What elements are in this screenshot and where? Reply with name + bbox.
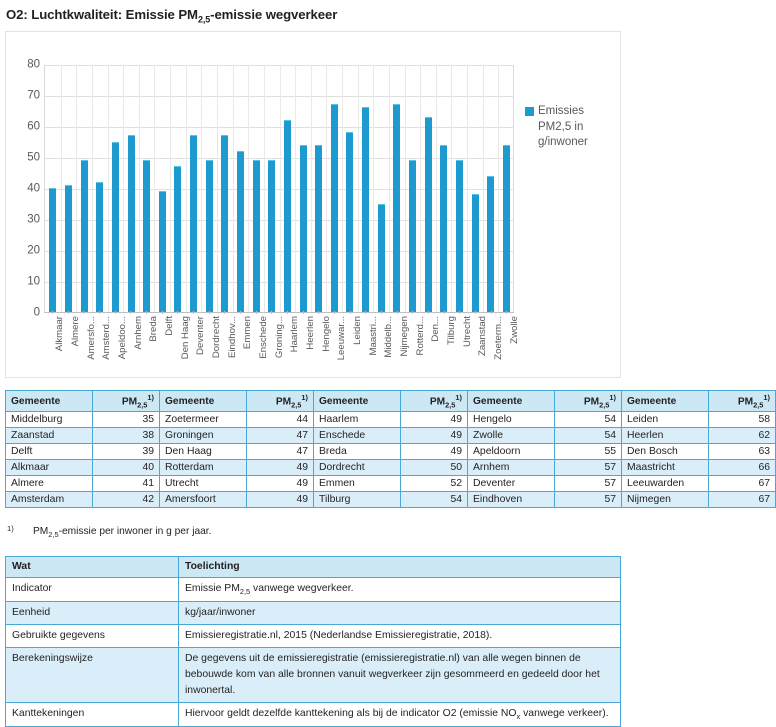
x-axis-tick [444,311,445,314]
data-table-head [6,391,776,412]
description-table [5,556,621,727]
table-cell-city: Hengelo [468,412,555,428]
data-table-header-value: $PM_{2,5}^{1)}$ [401,391,468,412]
x-axis-tick-label: Apeldoo... [117,316,129,360]
y-axis-tick-label: 50 [27,151,40,164]
data-table-header-row [6,391,776,412]
x-axis-slot [420,314,442,376]
x-axis-tick [475,311,476,314]
x-axis-tick [397,311,398,314]
table-cell-value: 57 [555,476,622,492]
table-cell-value: 47 [247,444,314,460]
x-axis-slot [451,314,473,376]
table-cell-city: Amsterdam [6,492,93,508]
x-axis-tick-label: Eindhov... [226,316,238,358]
desc-header-explanation: Toelichting [179,557,621,578]
x-axis-slot [169,314,191,376]
desc-table-row [6,578,621,602]
x-axis-tick-label: Amersfo... [85,316,97,360]
x-axis-slot [279,314,301,376]
x-axis-slot [60,314,81,376]
x-axis-slot [263,314,285,376]
footnote-text-subscript: 2,5 [48,530,59,540]
chart-bar-slot [248,65,264,312]
x-axis-tick [99,311,100,314]
x-axis-tick [350,311,351,314]
desc-table-header-row [6,557,621,578]
x-axis-slot [326,314,348,376]
x-axis-tick [146,311,147,314]
chart-bar[interactable] [159,191,166,312]
table-cell-city: Groningen [160,428,247,444]
x-axis-tick [381,311,382,314]
chart-bar-slot [295,65,311,312]
x-axis-tick-label: Heerlen [305,316,317,350]
chart-bar[interactable] [456,160,463,312]
data-table-header-city: Gemeente [6,391,93,412]
table-cell-value: 58 [709,412,776,428]
chart-bar[interactable] [346,132,353,312]
page-title [0,0,626,25]
chart-bar[interactable] [268,160,275,312]
chart-bar[interactable] [128,135,135,312]
chart-bar-slot [436,65,452,312]
desc-cell-explanation: De gegevens uit de emissieregistratie (emissieregistratie.nl) van alle wegen binnen de bebouwde kom van alle bronnen vanuit wegverkeer zijn gesommeerd en gedeeld door het inwonertal. [179,647,621,702]
table-cell-value: 57 [555,492,622,508]
x-axis-tick-label: Den... [430,316,442,342]
x-axis-tick [303,311,304,314]
x-axis-tick-label: Deventer [195,316,207,355]
chart-bar-slot [61,65,77,312]
table-cell-city: Eindhoven [468,492,555,508]
x-axis-tick-label: Utrecht [461,316,473,347]
table-cell-city: Den Bosch [622,444,709,460]
data-table-header-city: Gemeente [468,391,555,412]
table-cell-value: 49 [247,492,314,508]
x-axis-tick [459,311,460,314]
x-axis-tick [177,311,178,314]
x-axis-slot [389,314,411,376]
chart-bar[interactable] [409,160,416,312]
table-cell-value: 49 [247,460,314,476]
chart-bar[interactable] [472,194,479,312]
table-cell-value: 55 [555,444,622,460]
y-axis-tick-label: 30 [27,213,40,226]
x-axis-slot [310,314,332,376]
y-axis-tick-label: 80 [27,58,40,71]
chart-bar[interactable] [300,145,307,312]
table-cell-value: 66 [709,460,776,476]
table-cell-city: Zaanstad [6,428,93,444]
chart-legend [525,104,617,151]
x-axis-tick-label: Nijmegen [399,316,411,357]
x-axis-tick-label: Alkmaar [54,316,66,352]
table-row [6,476,776,492]
x-axis-tick [162,311,163,314]
emission-data-table [5,390,776,508]
chart-y-axis [6,58,40,319]
x-axis-tick-label: Breda [148,316,160,342]
footnote-text-prefix: PM [33,526,49,537]
chart-bar[interactable] [206,160,213,312]
x-axis-slot [404,314,426,376]
table-cell-city: Utrecht [160,476,247,492]
table-cell-city: Amersfoort [160,492,247,508]
x-axis-slot [44,314,66,376]
desc-header-what: Wat [6,557,179,578]
table-cell-city: Alkmaar [6,460,93,476]
x-axis-tick [271,311,272,314]
x-axis-tick-label: Leeuwar... [336,316,348,361]
page-title-suffix: -emissie wegverkeer [210,7,338,22]
table-cell-city: Leiden [622,412,709,428]
chart-bar-slot [201,65,217,312]
x-axis-tick-label: Tilburg [446,316,458,345]
y-axis-tick-label: 20 [27,244,40,257]
table-cell-value: 49 [401,444,468,460]
table-cell-value: 35 [93,412,160,428]
table-cell-city: Enschede [314,428,401,444]
chart-bar-slot [123,65,139,312]
table-cell-value: 67 [709,492,776,508]
footnote [5,526,621,539]
x-axis-tick [506,311,507,314]
x-axis-tick-label: Rotterd... [414,316,426,356]
table-row [6,428,776,444]
chart-bar-slot [358,65,374,312]
table-cell-value: 49 [247,476,314,492]
table-cell-value: 38 [93,428,160,444]
table-cell-city: Emmen [314,476,401,492]
chart-bar[interactable] [49,188,56,312]
table-row [6,492,776,508]
table-cell-city: Delft [6,444,93,460]
chart-bar[interactable] [81,160,88,312]
table-cell-city: Den Haag [160,444,247,460]
table-cell-city: Arnhem [468,460,555,476]
page-title-subscript: 2,5 [197,14,211,25]
table-cell-value: 42 [93,492,160,508]
data-table-header-city: Gemeente [622,391,709,412]
y-axis-tick-label: 70 [27,89,40,102]
table-cell-value: 47 [247,428,314,444]
x-axis-slot [295,314,317,376]
x-axis-slot [216,314,238,376]
x-axis-slot [138,314,160,376]
desc-cell-what: Berekeningswijze [6,647,179,702]
table-cell-value: 41 [93,476,160,492]
desc-table-row [6,647,621,702]
chart-bar-slot [405,65,421,312]
x-axis-slot [357,314,379,376]
x-axis-tick-label: Almere [70,316,81,347]
table-cell-city: Dordrecht [314,460,401,476]
chart-bar[interactable] [393,104,400,312]
footnote-marker: 1) [7,524,14,533]
desc-table-row [6,624,621,647]
x-axis-tick-label: Zaanstad [477,316,489,357]
chart-x-axis-labels [44,314,520,376]
x-axis-slot [122,314,144,376]
chart-card [5,31,621,378]
footnote-text-suffix: -emissie per inwoner in g per jaar. [58,526,212,537]
x-axis-slot [342,314,364,376]
data-table-header-city: Gemeente [314,391,401,412]
chart-bar[interactable] [96,182,103,312]
x-axis-tick [224,311,225,314]
desc-table-head [6,557,621,578]
table-cell-city: Breda [314,444,401,460]
x-axis-slot [232,314,254,376]
x-axis-tick [412,311,413,314]
chart-bar[interactable] [143,160,150,312]
x-axis-slot [185,314,207,376]
x-axis-tick [256,311,257,314]
chart-bar-slot [264,65,280,312]
x-axis-tick [68,311,69,314]
table-cell-city: Nijmegen [622,492,709,508]
chart-bar-slot [139,65,155,312]
chart-bar-slot [389,65,405,312]
chart-bar-slot [217,65,233,312]
table-cell-city: Maastricht [622,460,709,476]
x-axis-tick [115,311,116,314]
chart-bar[interactable] [174,166,181,312]
table-row [6,460,776,476]
x-axis-tick [240,311,241,314]
x-axis-tick [287,311,288,314]
table-cell-city: Almere [6,476,93,492]
x-axis-tick-label: Emmen [242,316,254,350]
x-axis-tick-label: Dordrecht [211,316,223,359]
desc-cell-explanation: Emissie $PM_{2,5}$ vanwege wegverkeer. [179,578,621,602]
chart-bar[interactable] [487,176,494,312]
chart-bar-slot [92,65,108,312]
chart-bars [45,65,514,312]
desc-cell-what: Indicator [6,578,179,602]
data-table-header-value: $PM_{2,5}^{1)}$ [555,391,622,412]
chart-bar[interactable] [378,204,385,313]
legend-swatch-icon [525,107,534,116]
chart-bar-slot [108,65,124,312]
x-axis-tick [52,311,53,314]
table-cell-value: 49 [401,412,468,428]
y-axis-tick-label: 10 [27,275,40,288]
x-axis-slot [201,314,223,376]
table-cell-value: 54 [555,428,622,444]
x-axis-tick [318,311,319,314]
table-cell-city: Leeuwarden [622,476,709,492]
x-axis-tick-label: Groning... [273,316,285,359]
table-cell-value: 57 [555,460,622,476]
desc-table-row [6,601,621,624]
chart-plot-area [44,65,514,313]
x-axis-tick [83,311,84,314]
x-axis-slot [248,314,270,376]
chart-bar[interactable] [315,145,322,312]
table-cell-value: 62 [709,428,776,444]
page-title-prefix: O2: Luchtkwaliteit: Emissie PM [6,7,198,22]
desc-cell-explanation: kg/jaar/inwoner [179,601,621,624]
chart-bar[interactable] [237,151,244,312]
chart-bar-slot [467,65,483,312]
table-cell-city: Middelburg [6,412,93,428]
table-row [6,412,776,428]
table-cell-value: 49 [401,428,468,444]
desc-cell-explanation: Emissieregistratie.nl, 2015 (Nederlandse Emissieregistratie, 2018). [179,624,621,647]
chart-bar[interactable] [190,135,197,312]
table-cell-value: 63 [709,444,776,460]
x-axis-tick [334,311,335,314]
chart-inner [6,32,620,377]
table-cell-city: Zwolle [468,428,555,444]
x-axis-tick-label: Arnhem [132,316,144,350]
x-axis-tick-label: Haarlem [289,316,301,353]
x-axis-tick-label: Den Haag [179,316,191,360]
chart-bar-slot [342,65,358,312]
x-axis-slot [483,314,505,376]
legend-label: Emissies PM2,5 in g/inwoner [538,105,588,149]
chart-bar[interactable] [112,142,119,313]
data-table-header-value: $PM_{2,5}^{1)}$ [709,391,776,412]
chart-bar[interactable] [440,145,447,312]
x-axis-tick [491,311,492,314]
chart-bar[interactable] [503,145,510,312]
chart-bar-slot [327,65,343,312]
chart-bar-slot [483,65,499,312]
x-axis-tick [193,311,194,314]
table-cell-city: Heerlen [622,428,709,444]
data-table-body [6,412,776,508]
x-axis-tick-label: Leiden [352,316,364,345]
table-cell-city: Apeldoorn [468,444,555,460]
x-axis-tick-label: Amsterd... [101,316,113,360]
chart-bar[interactable] [284,120,291,312]
data-table-header-city: Gemeente [160,391,247,412]
table-cell-city: Rotterdam [160,460,247,476]
table-cell-value: 50 [401,460,468,476]
x-axis-tick-label: Delft [164,316,176,336]
x-axis-tick [209,311,210,314]
x-axis-tick-label: Zwolle [508,316,520,344]
chart-bar-slot [420,65,436,312]
x-axis-slot [91,314,113,376]
x-axis-tick-label: Enschede [258,316,270,359]
table-cell-city: Tilburg [314,492,401,508]
table-cell-value: 39 [93,444,160,460]
desc-cell-explanation: Hiervoor geldt dezelfde kanttekening als bij de indicator O2 (emissie $NO_x$ vanwege verkeer). [179,703,621,727]
chart-bar-slot [45,65,61,312]
x-axis-slot [436,314,458,376]
y-axis-tick-label: 40 [27,182,40,195]
x-axis-tick [365,311,366,314]
table-row [6,444,776,460]
x-axis-slot [467,314,489,376]
x-axis-tick-label: Maastri... [367,316,379,356]
x-axis-tick [130,311,131,314]
y-axis-tick-label: 0 [33,306,40,319]
table-cell-value: 67 [709,476,776,492]
chart-bar-slot [452,65,468,312]
desc-cell-what: Kanttekeningen [6,703,179,727]
table-cell-city: Haarlem [314,412,401,428]
chart-bar[interactable] [253,160,260,312]
data-table-header-value: $PM_{2,5}^{1)}$ [247,391,314,412]
data-table-header-value: $PM_{2,5}^{1)}$ [93,391,160,412]
x-axis-tick-label: Middelb... [383,316,395,358]
chart-bar-slot [186,65,202,312]
chart-bar-slot [76,65,92,312]
chart-bar[interactable] [221,135,228,312]
chart-bar-slot [311,65,327,312]
x-axis-tick-label: Hengelo [320,316,332,352]
table-cell-value: 54 [401,492,468,508]
x-axis-slot [498,314,520,376]
chart-bar[interactable] [65,185,72,312]
x-axis-tick-label: Zoeterm... [493,316,505,360]
chart-bar-slot [154,65,170,312]
chart-bar-slot [280,65,296,312]
chart-bar-slot [170,65,186,312]
table-cell-city: Zoetermeer [160,412,247,428]
table-cell-value: 40 [93,460,160,476]
x-axis-slot [373,314,395,376]
chart-bar-slot [233,65,249,312]
desc-cell-what: Eenheid [6,601,179,624]
chart-bar[interactable] [331,104,338,312]
chart-bar-slot [499,65,515,312]
table-cell-value: 54 [555,412,622,428]
x-axis-slot [154,314,176,376]
x-axis-tick [428,311,429,314]
y-axis-tick-label: 60 [27,120,40,133]
table-cell-value: 52 [401,476,468,492]
table-cell-value: 44 [247,412,314,428]
footnote-text [33,526,211,539]
x-axis-slot [75,314,97,376]
table-cell-city: Deventer [468,476,555,492]
desc-table-row [6,703,621,727]
desc-cell-what: Gebruikte gegevens [6,624,179,647]
chart-bar-slot [373,65,389,312]
chart-bar[interactable] [362,107,369,312]
x-axis-slot [107,314,129,376]
desc-table-body [6,578,621,727]
chart-bar[interactable] [425,117,432,312]
